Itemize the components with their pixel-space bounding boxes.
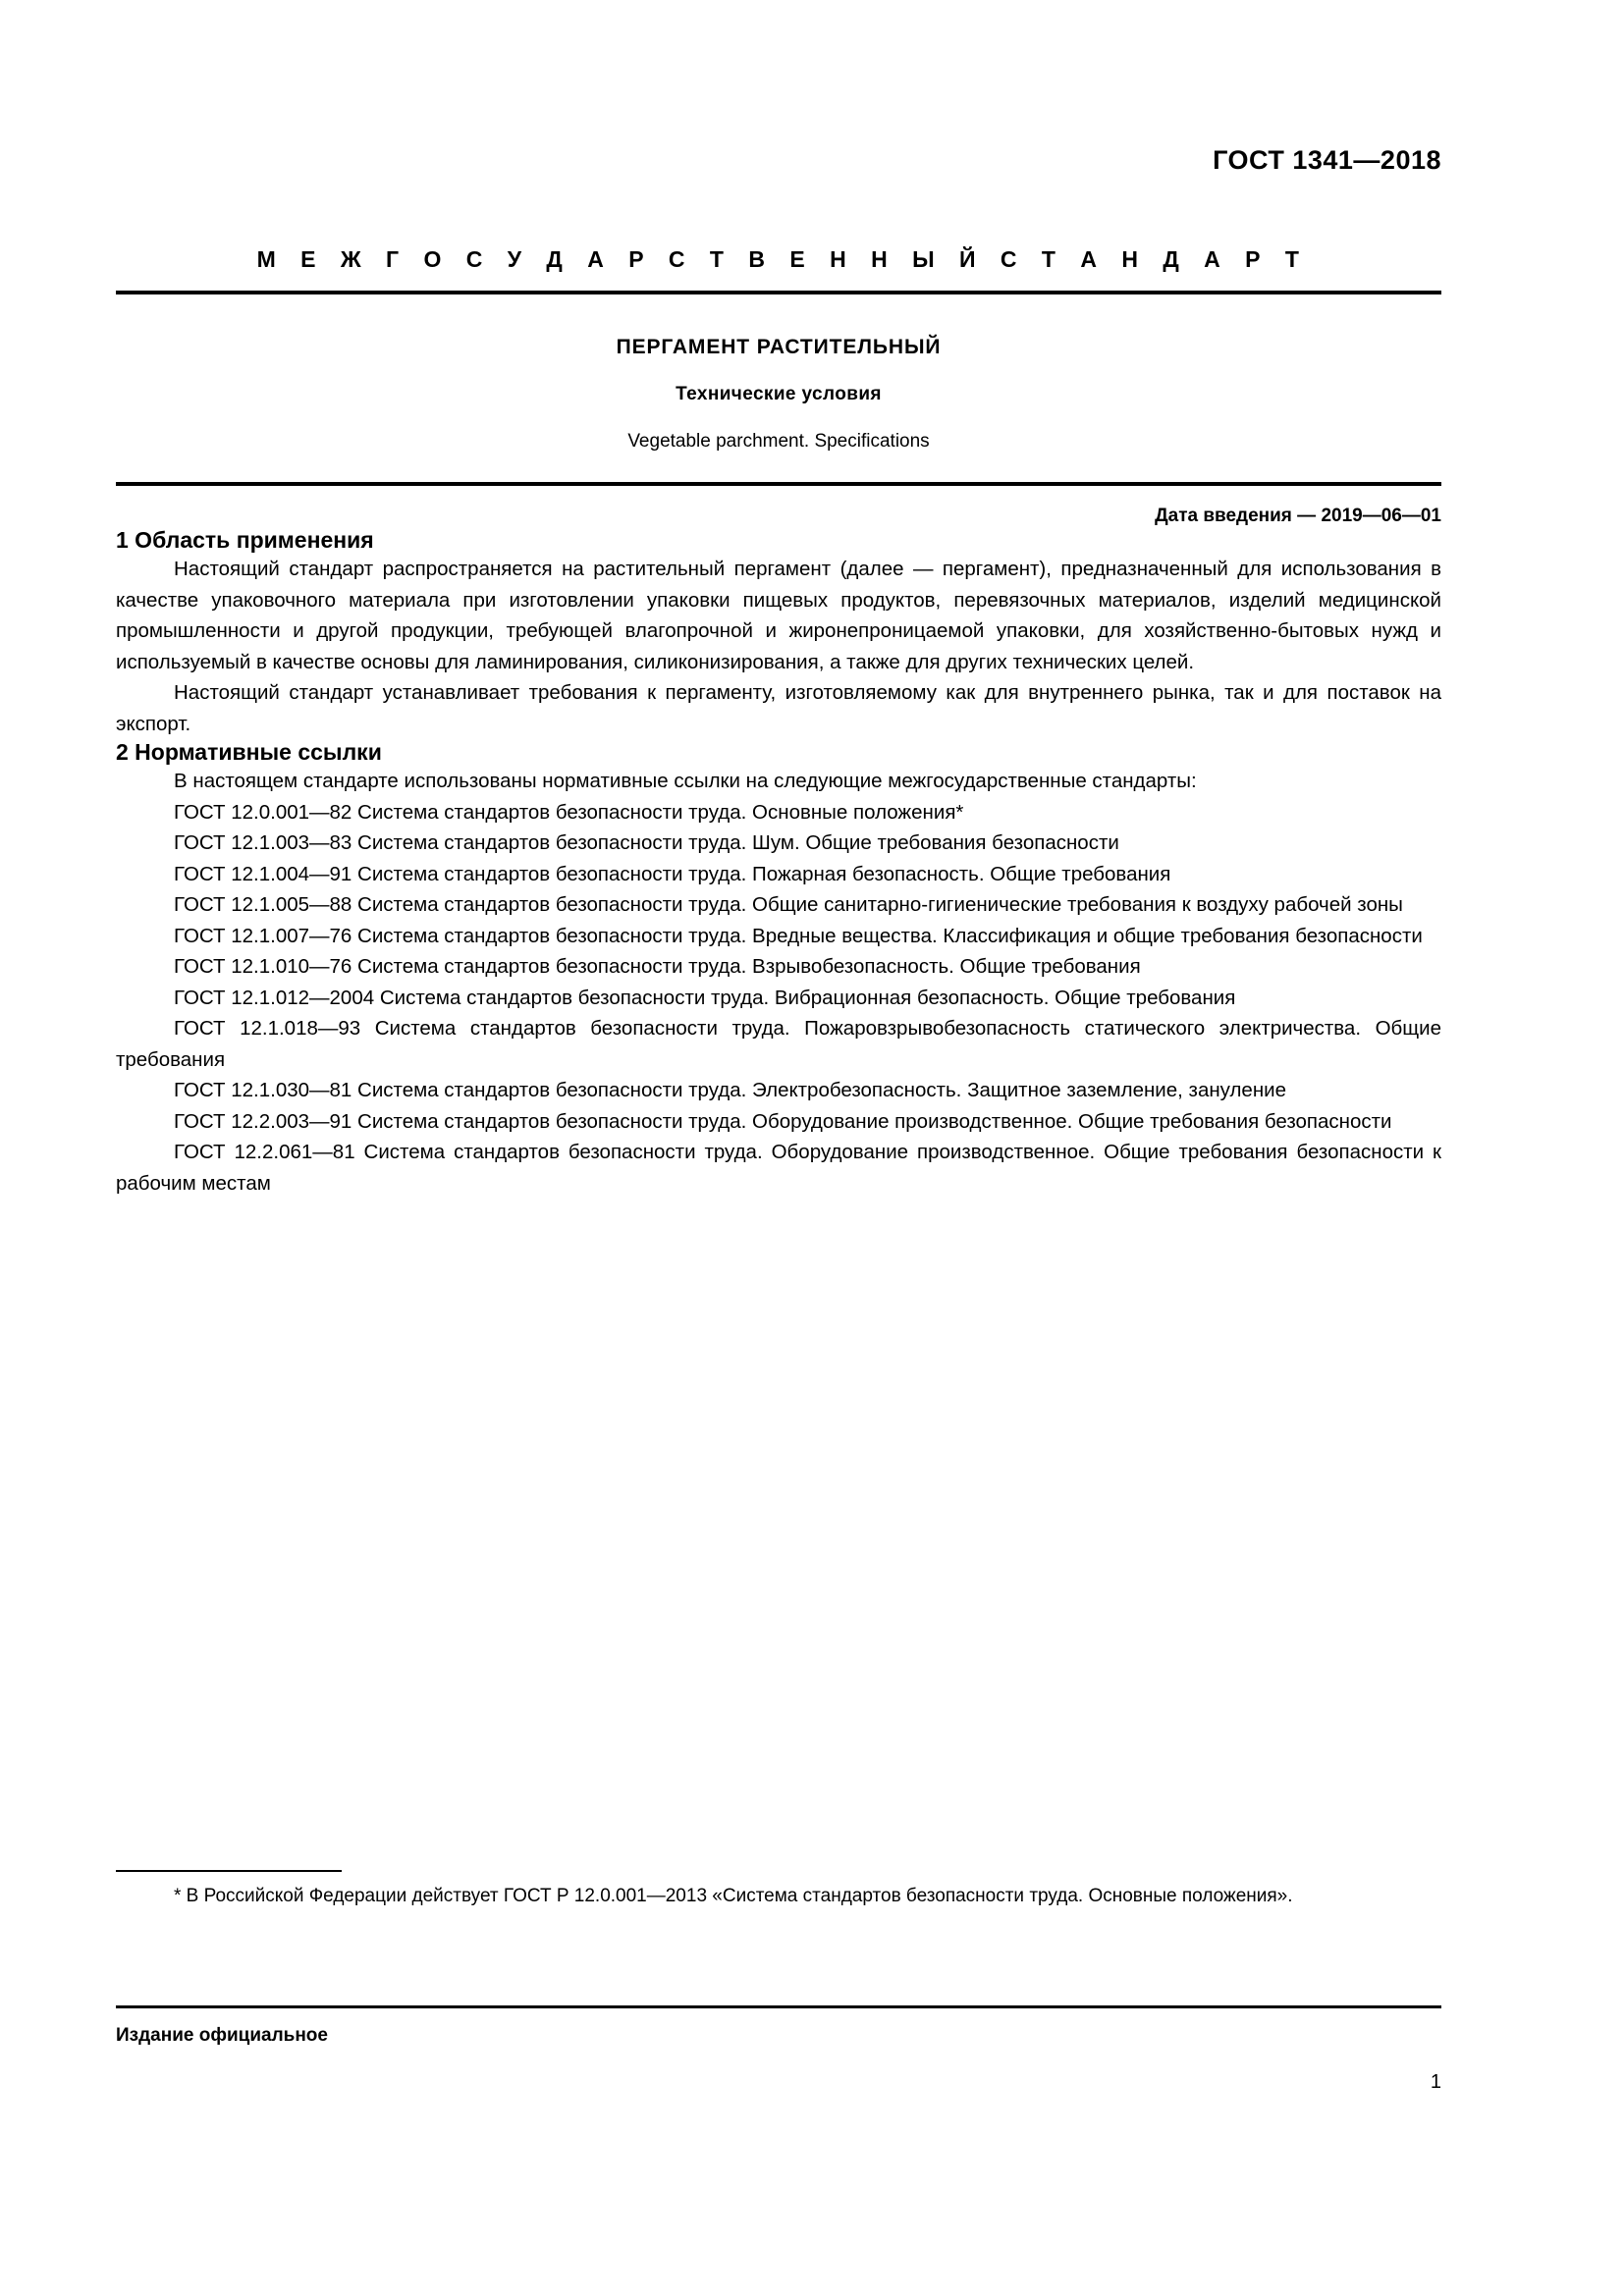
divider-below-title <box>116 482 1441 486</box>
references-lead-paragraph: В настоящем стандарте использованы нормативные ссылки на следующие межгосударственные стандарты: <box>174 770 1197 792</box>
footnote-block <box>116 1870 1441 1910</box>
reference-item: ГОСТ 12.2.061—81 Система стандартов безопасности труда. Оборудование производственное. Общие требования безопасности к рабочим местам <box>116 1141 1441 1195</box>
footnote-divider <box>116 1870 342 1872</box>
footer-divider <box>116 2005 1441 2008</box>
page-title: ПЕРГАМЕНТ РАСТИТЕЛЬНЫЙ <box>616 336 942 358</box>
reference-item: ГОСТ 12.1.030—81 Система стандартов безопасности труда. Электробезопасность. Защитное заземление, зануление <box>174 1079 1287 1101</box>
document-code: ГОСТ 1341—2018 <box>1213 145 1441 175</box>
reference-item: ГОСТ 12.0.001—82 Система стандартов безопасности труда. Основные положения* <box>174 800 964 824</box>
divider-top <box>116 291 1441 294</box>
reference-item: ГОСТ 12.1.005—88 Система стандартов безопасности труда. Общие санитарно-гигиенические требования к воздуху рабочей зоны <box>174 893 1403 916</box>
page-subtitle: Технические условия <box>676 384 882 404</box>
reference-item: ГОСТ 12.1.004—91 Система стандартов безопасности труда. Пожарная безопасность. Общие требования <box>174 862 1171 885</box>
section-heading-scope: 1 Область применения <box>116 527 374 553</box>
reference-item: ГОСТ 12.1.007—76 Система стандартов безопасности труда. Вредные вещества. Классификация и общие требования безопасности <box>174 924 1423 947</box>
introduction-date: Дата введения — 2019—06—01 <box>1155 506 1441 526</box>
standard-kind-heading: М Е Ж Г О С У Д А Р С Т В Е Н Н Ы Й С Т А Н Д А Р Т <box>256 246 1309 272</box>
title-block <box>116 336 1441 453</box>
page-number: 1 <box>1430 2071 1441 2093</box>
references-list <box>116 797 1441 1200</box>
reference-item: ГОСТ 12.1.012—2004 Система стандартов безопасности труда. Вибрационная безопасность. Общие требования <box>174 986 1236 1009</box>
reference-item: ГОСТ 12.1.003—83 Система стандартов безопасности труда. Шум. Общие требования безопасности <box>174 831 1119 854</box>
reference-item: ГОСТ 12.2.003—91 Система стандартов безопасности труда. Оборудование производственное. Общие требования безопасности <box>174 1109 1392 1133</box>
scope-paragraph-2: Настоящий стандарт устанавливает требования к пергаменту, изготовляемому как для внутреннего рынка, так и для поставок на экспорт. <box>116 681 1441 735</box>
reference-item: ГОСТ 12.1.010—76 Система стандартов безопасности труда. Взрывобезопасность. Общие требования <box>174 955 1141 978</box>
reference-item: ГОСТ 12.1.018—93 Система стандартов безопасности труда. Пожаровзрывобезопасность статического электричества. Общие требования <box>116 1017 1441 1071</box>
scope-paragraph-1: Настоящий стандарт распространяется на растительный пергамент (далее — пергамент), предназначенный для использования в качестве упаковочного материала при изготовлении упаковки пищевых продуктов, перевязочных материалов, изделий медицинской промышленности и другой продукции, требующей влагопрочной и жиронепроницаемой упаковки, для хозяйственно-бытовых нужд и используемый в качестве основы для ламинирования, силиконизирования, а также для других технических целей. <box>116 558 1441 673</box>
section-heading-references: 2 Нормативные ссылки <box>116 739 382 765</box>
page-content <box>116 0 1441 2296</box>
page-title-english: Vegetable parchment. Specifications <box>627 431 930 452</box>
footnote-text: * В Российской Федерации действует ГОСТ Р 12.0.001—2013 «Система стандартов безопасности труда. Основные положения». <box>174 1886 1293 1906</box>
edition-label: Издание официальное <box>116 2025 328 2046</box>
